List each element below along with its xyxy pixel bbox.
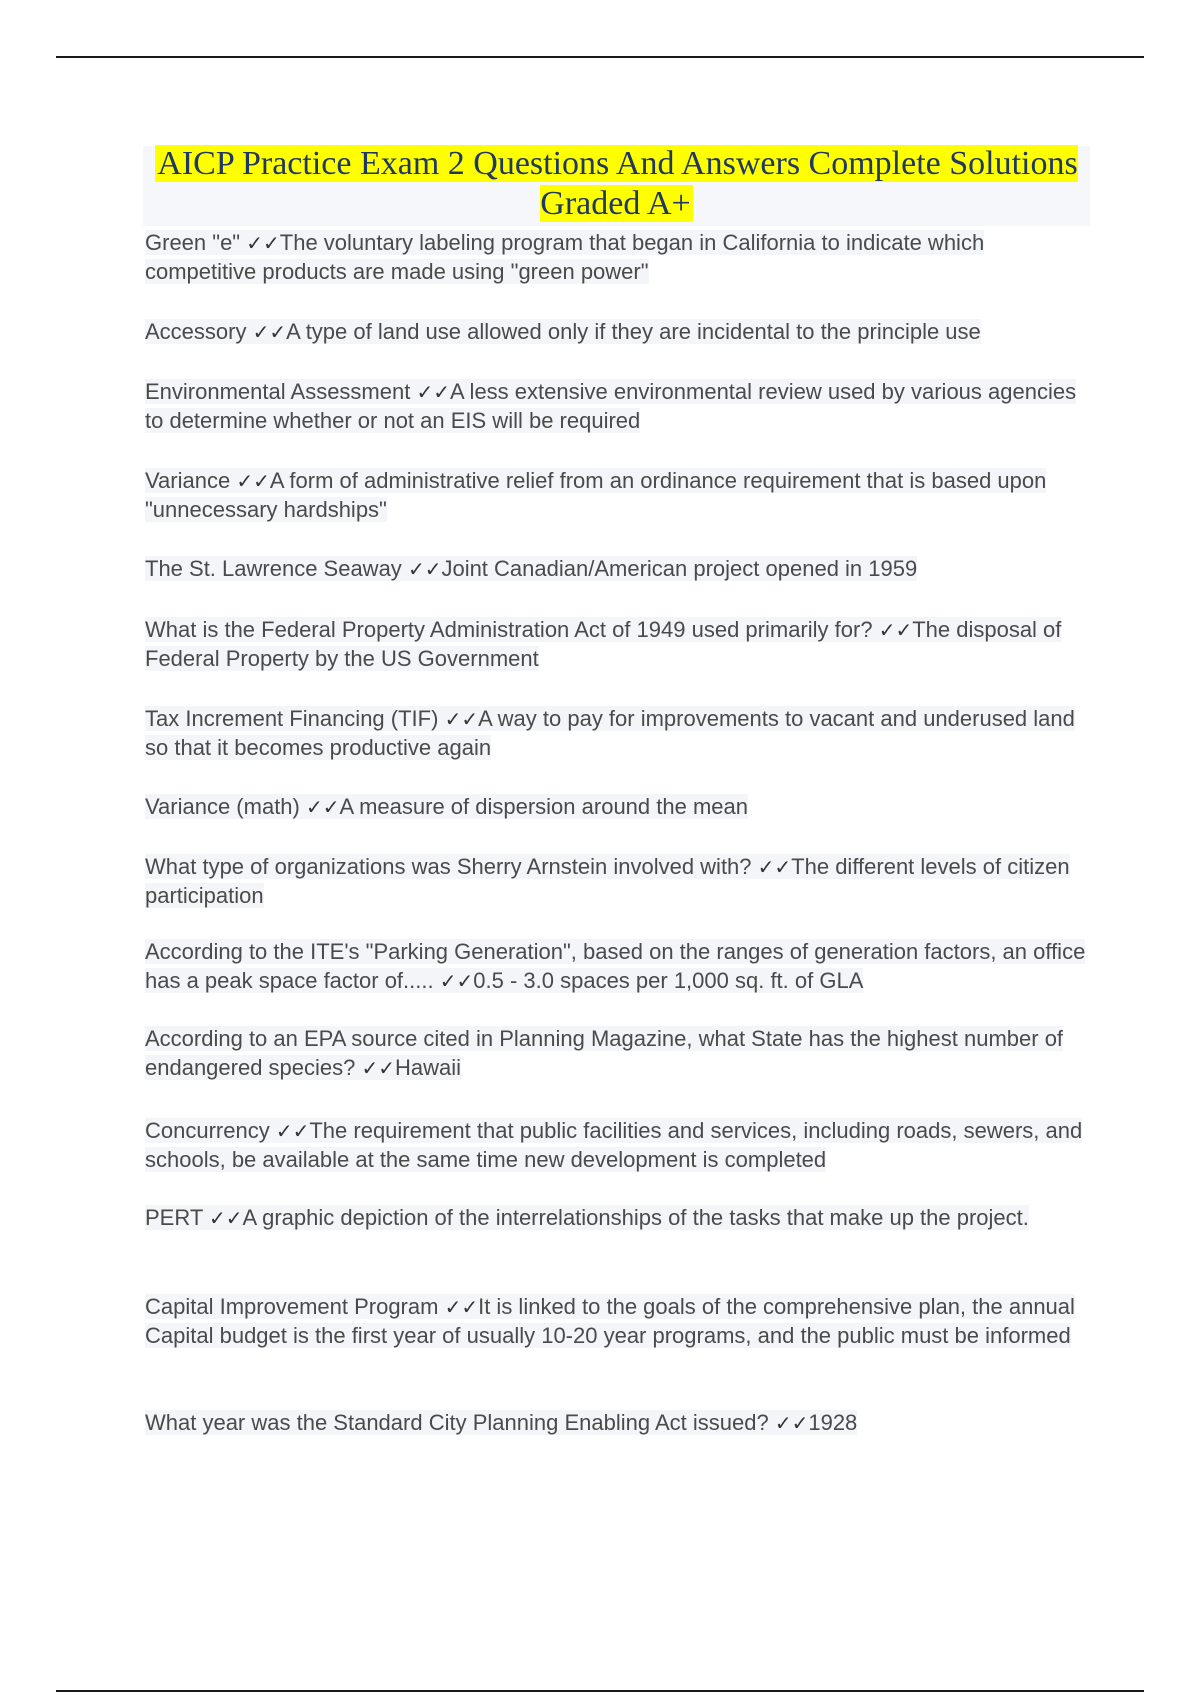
qa-answer: It is linked to the goals of the comprehensive plan, the annual Capital budget is the first year of usually 10-20 year programs, and the public must be informed xyxy=(145,1294,1075,1348)
double-check-icon: ✓✓ xyxy=(774,1411,809,1435)
qa-answer: A type of land use allowed only if they are incidental to the principle use xyxy=(286,319,981,344)
double-check-icon: ✓✓ xyxy=(439,968,474,993)
double-check-icon: ✓✓ xyxy=(252,320,287,344)
qa-term: PERT xyxy=(145,1205,203,1230)
qa-term: What is the Federal Property Administration Act of 1949 used primarily for? xyxy=(145,617,873,642)
qa-term: Environmental Assessment xyxy=(145,379,411,404)
double-check-icon: ✓✓ xyxy=(416,380,450,404)
qa-answer: A way to pay for improvements to vacant and underused land so that it becomes productive again xyxy=(145,706,1075,760)
qa-answer: The different levels of citizen participation xyxy=(145,854,1070,908)
qa-answer: 1928 xyxy=(808,1410,858,1435)
qa-item xyxy=(145,1409,1090,1438)
qa-item xyxy=(145,853,1090,910)
qa-term: Concurrency xyxy=(145,1118,270,1143)
qa-answer: A measure of dispersion around the mean xyxy=(339,794,748,819)
top-rule xyxy=(56,56,1144,58)
qa-term: The St. Lawrence Seaway xyxy=(145,556,402,581)
qa-answer: The voluntary labeling program that began in California to indicate which competitive products are made using "green power" xyxy=(145,230,985,284)
qa-answer: Joint Canadian/American project opened in 1959 xyxy=(441,556,918,581)
qa-item xyxy=(145,793,1090,822)
qa-answer: The requirement that public facilities and services, including roads, sewers, and schools, be available at the same time new development is completed xyxy=(145,1118,1083,1172)
double-check-icon: ✓✓ xyxy=(275,1119,310,1143)
qa-answer: A form of administrative relief from an ordinance requirement that is based upon "unnecessary hardships" xyxy=(145,468,1047,522)
qa-term: Variance (math) xyxy=(145,794,300,819)
qa-item xyxy=(145,1293,1090,1350)
double-check-icon: ✓✓ xyxy=(878,618,913,642)
qa-term: Variance xyxy=(145,468,231,493)
qa-answer: A less extensive environmental review used by various agencies to determine whether or not an EIS will be required xyxy=(145,379,1077,433)
qa-item xyxy=(145,1117,1090,1174)
qa-item xyxy=(145,378,1090,435)
qa-term: What year was the Standard City Planning Enabling Act issued? xyxy=(145,1410,769,1435)
qa-term: Capital Improvement Program xyxy=(145,1294,439,1319)
qa-term: What type of organizations was Sherry Arnstein involved with? xyxy=(145,854,752,879)
qa-answer: 0.5 - 3.0 spaces per 1,000 sq. ft. of GLA xyxy=(473,967,864,993)
qa-item xyxy=(145,616,1090,673)
qa-item xyxy=(145,938,1090,995)
qa-answer: The disposal of Federal Property by the US Government xyxy=(145,617,1062,671)
double-check-icon: ✓✓ xyxy=(757,855,792,879)
qa-term: Accessory xyxy=(145,319,247,344)
double-check-icon: ✓✓ xyxy=(361,1055,396,1080)
double-check-icon: ✓✓ xyxy=(209,1206,243,1230)
double-check-icon: ✓✓ xyxy=(444,1295,479,1319)
bottom-rule xyxy=(56,1690,1144,1692)
qa-term: Tax Increment Financing (TIF) xyxy=(145,706,439,731)
document-title-text: AICP Practice Exam 2 Questions And Answers Complete Solutions Graded A+ xyxy=(157,145,1078,222)
qa-item xyxy=(145,1025,1090,1082)
qa-term: Green "e" xyxy=(145,230,241,255)
qa-term: According to an EPA source cited in Planning Magazine, what State has the highest number of endangered species? xyxy=(145,1026,1064,1080)
double-check-icon: ✓✓ xyxy=(444,707,479,731)
double-check-icon: ✓✓ xyxy=(306,795,340,819)
qa-item xyxy=(145,318,1090,347)
qa-item xyxy=(145,555,1090,584)
qa-item xyxy=(145,705,1090,762)
qa-item xyxy=(145,1204,1090,1233)
qa-answer: A graphic depiction of the interrelationships of the tasks that make up the project. xyxy=(242,1205,1029,1230)
double-check-icon: ✓✓ xyxy=(407,557,442,581)
qa-answer: Hawaii xyxy=(395,1054,462,1080)
document-title xyxy=(143,144,1090,224)
qa-item xyxy=(145,229,1090,286)
qa-term: According to the ITE's "Parking Generation", based on the ranges of generation factors, an office has a peak space factor of..... xyxy=(145,939,1086,993)
double-check-icon: ✓✓ xyxy=(236,469,270,493)
double-check-icon: ✓✓ xyxy=(246,231,280,255)
qa-item xyxy=(145,467,1090,524)
